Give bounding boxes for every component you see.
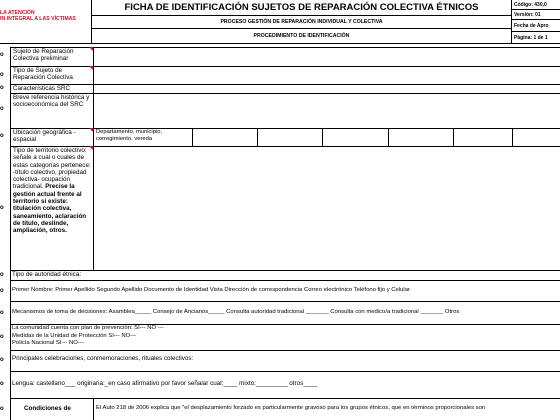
label-condiciones: Condiciones de [24,405,71,412]
row-marker: o [0,85,4,91]
grid-line [453,128,454,146]
grid-line [93,398,94,420]
prevencion-policia: Policía Nacional SI--- NO--- [12,340,84,347]
row-marker: o [0,133,4,139]
grid-line [322,128,323,146]
row-marker: o [0,288,4,294]
meta-version: Versión: 01 [512,10,560,20]
territorio-intro: Tipo de territorio colectivo: señale a cual o cuales de estas categorías pertenece: -título colectivo, propiedad colectiva- ocupación tradicional. [13,147,91,191]
grid-line [192,128,193,146]
grid-line [257,128,258,146]
grid-line [388,128,389,146]
row-mecanismos-decision: Mecanismos de toma de decisiones: Asamblea_____ Consejo de Ancianos_____ Consulta autoridad tradicional _______ Consulta con medico/a tradicional _______ Otros [12,309,460,315]
prevencion-plan: La comunidad cuenta con plan de prevención: SI--- NO --- [12,325,164,331]
grid-line [10,371,560,372]
grid-line [512,128,513,146]
prevencion-unidad: Medidas de la Unidad de Protección SI--- NO--- [12,332,137,339]
grid-line [10,301,560,302]
grid-line [10,350,560,351]
institution-logo [0,0,92,44]
label-caracteristicas: Características SRC [13,85,71,92]
grid-line [93,47,94,270]
row-marker: o [0,205,4,211]
meta-code: Código: 430,0 [512,0,560,10]
label-breve-referencia: Breve referencia histórica y socioeconómica del SRC [13,94,90,109]
label-tipo-territorio [12,147,92,270]
label-tipo-sujeto: Tipo de Sujeto de Reparación Colectiva [13,67,73,82]
row-marker: o [0,72,4,78]
procedure-name: PROCEDIMIENTO DE IDENTIFICACIÓN [92,29,512,44]
row-lengua: Lengua: castellano___ originaria:_en caso afirmativo por favor señalar cual:____ mixto:_________ otros____ [12,380,318,387]
row-marker: o [0,357,4,363]
row-prevencion [12,325,552,350]
meta-approval-date: Fecha de Apro [512,20,560,32]
process-name: PROCESO GESTIÓN DE REPARACIÓN INDIVIDUAL Y COLECTIVA [92,16,512,29]
row-autoridad-etnica: Tipo de autoridad étnica: [12,271,82,278]
row-marker: o [0,334,4,340]
row-marker: o [0,52,4,58]
logo-line-2: IN INTEGRAL A LAS VÍCTIMAS [0,16,76,22]
form-title: FICHA DE IDENTIFICACIÓN SUJETOS DE REPARACIÓN COLECTIVA ÉTNICOS [92,0,512,16]
row-celebraciones: Principales celebraciones, conmemoraciones, rituales colectivos: [12,355,194,362]
label-sujeto-reparacion: Sujeto de Reparación Colectiva preliminar [13,48,74,63]
meta-page: Página: 1 de 1 [514,35,548,41]
logo-text [0,10,76,22]
row-marker: o [0,272,4,278]
grid-line [10,280,560,281]
ubicacion-value: Departamento, municipio, corregimiento, vereda [96,129,163,142]
logo-line-1: LA ATENCIÓN [0,10,35,16]
label-ubicacion: Ubicación geográfica - espacial [13,129,76,144]
row-datos-persona: Primer Nombre: Primer Apellido Segundo Apellido Documento de Identidad Vista Dirección de correspondencia Correo electrónico Teléfono fijo y Celular [12,287,410,293]
row-marker: o [0,381,4,387]
document-header [0,0,560,44]
row-marker: o [0,406,4,412]
grid-line [10,47,11,420]
territorio-gestion: Precise la gestión actual frente al territorio si existe: titulación colectiva, saneamiento, aclaración de título, deslinde, ampliación, otros. [13,183,87,235]
row-marker: o [0,106,4,112]
row-marker: o [0,310,4,316]
condiciones-text: El Auto 218 de 2006 explica que "el desplazamiento forzado es particularmente gravoso para los grupos étnicos, que en términos proporcionales son [96,405,486,411]
